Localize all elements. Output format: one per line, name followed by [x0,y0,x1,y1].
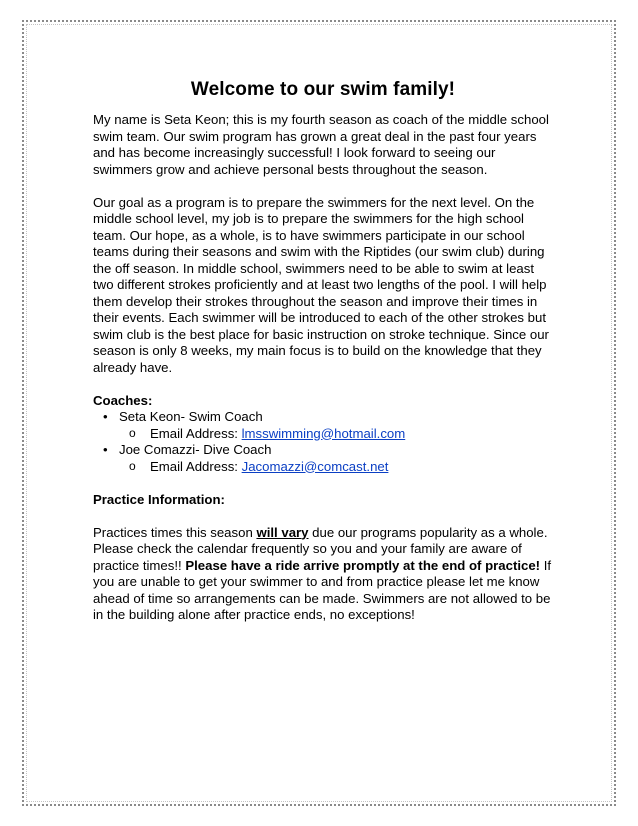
practice-paragraph [93,525,553,624]
letter-body [93,78,553,640]
coach-name: Seta Keon- Swim Coach [119,409,263,424]
practice-text: due our programs popularity as a whole. Please check the calendar frequently so you and your family are aware of practice times!! [93,524,548,573]
email-label: Email Address: [150,425,242,441]
coach-item [93,409,553,442]
coach-contact-list [119,459,553,476]
coaches-heading: Coaches: [93,392,153,408]
practice-emphasis-underlined: will vary [256,524,309,540]
page-title: Welcome to our swim family! [190,79,456,100]
spacer [93,508,553,525]
coach-item [93,442,553,475]
practice-emphasis-bold: Please have a ride arrive promptly at the end of practice! [185,557,541,573]
coaches-list [93,409,553,475]
intro-paragraph: My name is Seta Keon; this is my fourth season as coach of the middle school swim team. Our swim program has grown a great deal in the past four years and has become increasingly successful! I look forward to seeing our swimmers grow and achieve personal bests throughout the season. [93,112,549,177]
coach-contact-list [119,426,553,443]
email-label: Email Address: [150,458,242,474]
coach-name: Joe Comazzi- Dive Coach [119,442,272,457]
goal-paragraph: Our goal as a program is to prepare the swimmers for the next level. On the middle school level, my job is to prepare the swimmers for the high school team. Our hope, as a whole, is to have swimmers participate in our school teams during their seasons and swim with the Riptides (our swim club) during the off season. In middle school, swimmers need to be able to swim at least two different strokes proficiently and at least two lengths of the pool. I will help them develop their strokes throughout the season and improve their times in their events. Each swimmer will be introduced to each of the other strokes but swim club is the best place for basic instruction on stroke technique. Since our season is only 8 weeks, my main focus is to build on the knowledge that they already have. [93,194,549,375]
coach-email-item [119,426,553,443]
practice-heading: Practice Information: [93,491,225,507]
email-link[interactable]: Jacomazzi@comcast.net [241,458,389,474]
coach-email-item [119,459,553,476]
practice-text: If you are unable to get your swimmer to and from practice please let me know ahead of time so arrangements can be made. Swimmers are not allowed to be in the building alone after practice ends, no exceptions! [93,557,552,622]
email-link[interactable]: lmsswimming@hotmail.com [241,425,406,441]
practice-text: Practices times this season [93,524,257,540]
